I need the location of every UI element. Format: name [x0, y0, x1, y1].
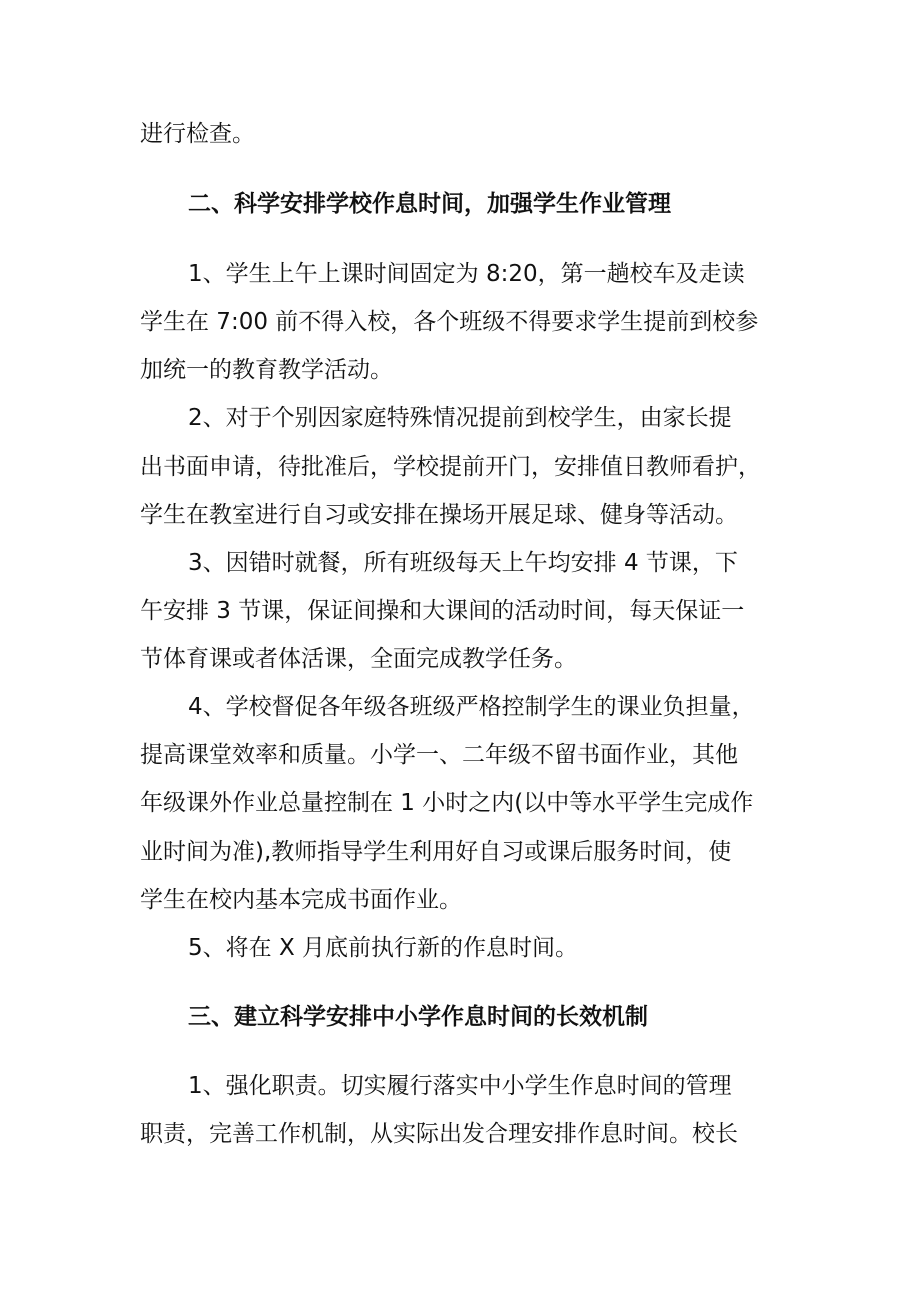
paragraph-line: 5、将在 X 月底前执行新的作息时间。 [188, 935, 579, 961]
paragraph-line: 1、强化职责。切实履行落实中小学生作息时间的管理 [188, 1073, 732, 1099]
paragraph-line: 学生在 7:00 前不得入校，各个班级不得要求学生提前到校参 [140, 309, 759, 335]
paragraph-line: 节体育课或者体活课，全面完成教学任务。 [140, 646, 577, 672]
paragraph-line: 出书面申请，待批准后，学校提前开门，安排值日教师看护， [140, 454, 761, 480]
section-heading: 二、科学安排学校作息时间，加强学生作业管理 [188, 191, 671, 217]
paragraph-line: 提高课堂效率和质量。小学一、二年级不留书面作业，其他 [140, 742, 738, 768]
paragraph-line: 学生在校内基本完成书面作业。 [140, 887, 462, 913]
paragraph-line: 2、对于个别因家庭特殊情况提前到校学生，由家长提 [188, 405, 732, 431]
section-heading: 三、建立科学安排中小学作息时间的长效机制 [188, 1004, 648, 1030]
paragraph-line: 职责，完善工作机制，从实际出发合理安排作息时间。校长 [140, 1121, 738, 1147]
paragraph-line: 业时间为准),教师指导学生利用好自习或课后服务时间，使 [140, 839, 732, 865]
paragraph-line: 1、学生上午上课时间固定为 8:20，第一趟校车及走读 [188, 261, 745, 287]
paragraph-line: 加统一的教育教学活动。 [140, 357, 393, 383]
paragraph-line: 学生在教室进行自习或安排在操场开展足球、健身等活动。 [140, 502, 738, 528]
paragraph-line: 4、学校督促各年级各班级严格控制学生的课业负担量， [188, 694, 755, 720]
paragraph-line: 午安排 3 节课，保证间操和大课间的活动时间，每天保证一 [140, 598, 745, 624]
paragraph-line: 年级课外作业总量控制在 1 小时之内(以中等水平学生完成作 [140, 790, 754, 816]
paragraph-line: 3、因错时就餐，所有班级每天上午均安排 4 节课，下 [188, 550, 738, 576]
paragraph-line: 进行检查。 [140, 121, 255, 147]
